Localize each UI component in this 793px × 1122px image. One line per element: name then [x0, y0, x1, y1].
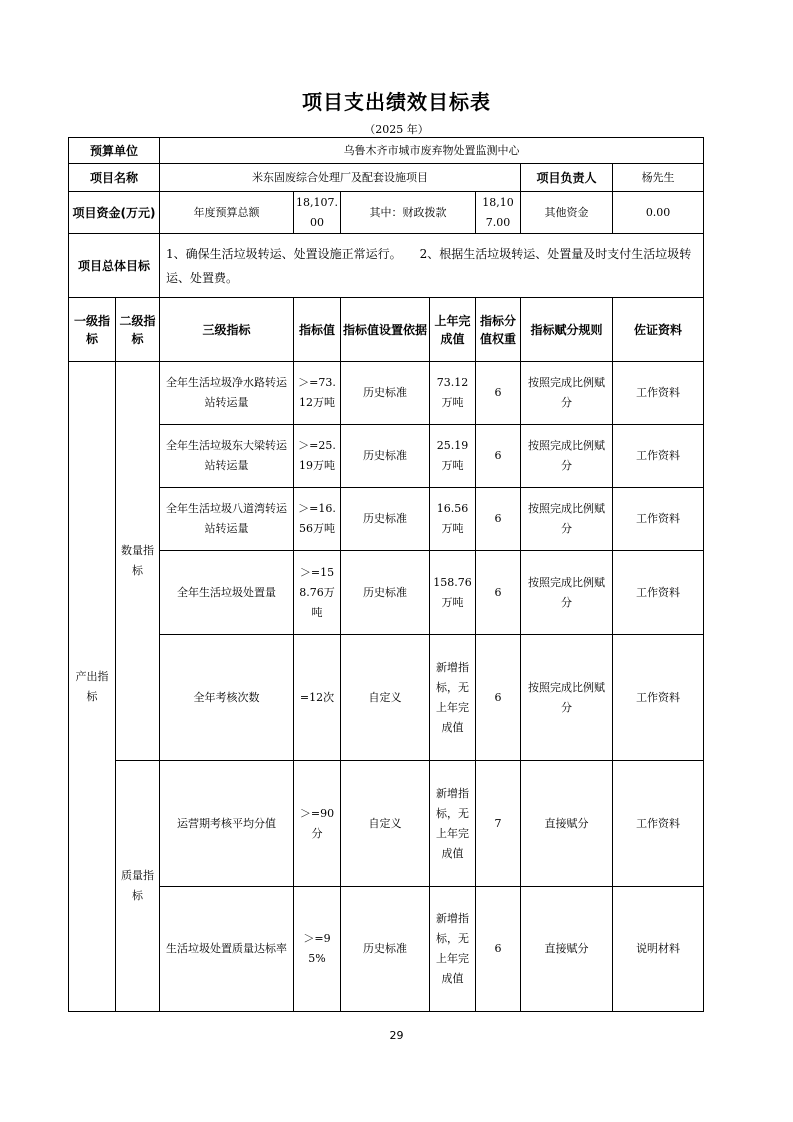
- evidence-cell: 工作资料: [613, 761, 704, 887]
- weight-cell: 6: [476, 425, 521, 488]
- value-cell: ＞=25.19万吨: [294, 425, 341, 488]
- table-row: [69, 488, 704, 551]
- value-cell: ＞=16.56万吨: [294, 488, 341, 551]
- project-leader-value: 杨先生: [613, 164, 704, 192]
- evidence-cell: 工作资料: [613, 635, 704, 761]
- basis-cell: 自定义: [341, 761, 430, 887]
- last-year-cell: 16.56万吨: [430, 488, 476, 551]
- value-cell: ＞=90分: [294, 761, 341, 887]
- value-cell: ＞=95%: [294, 887, 341, 1012]
- annual-budget-value: 18,107.00: [294, 192, 341, 234]
- page-title: 项目支出绩效目标表: [302, 90, 491, 114]
- basis-cell: 历史标准: [341, 362, 430, 425]
- performance-table: [68, 137, 704, 1012]
- table-row: [69, 761, 704, 887]
- project-name-label: 项目名称: [69, 164, 160, 192]
- level2-quantity: 数量指标: [116, 362, 160, 761]
- rule-cell: 按照完成比例赋分: [521, 551, 613, 635]
- last-year-cell: 158.76万吨: [430, 551, 476, 635]
- table-row: [69, 887, 704, 1012]
- header-evidence: 佐证资料: [613, 298, 704, 362]
- table-row: [69, 551, 704, 635]
- evidence-cell: 说明材料: [613, 887, 704, 1012]
- rule-cell: 按照完成比例赋分: [521, 425, 613, 488]
- budget-unit-label: 预算单位: [69, 138, 160, 164]
- project-name-value: 米东固废综合处理厂及配套设施项目: [160, 164, 521, 192]
- last-year-cell: 73.12万吨: [430, 362, 476, 425]
- weight-cell: 6: [476, 887, 521, 1012]
- basis-cell: 历史标准: [341, 425, 430, 488]
- indicator-cell: 全年生活垃圾东大梁转运站转运量: [160, 425, 294, 488]
- header-level3: 三级指标: [160, 298, 294, 362]
- evidence-cell: 工作资料: [613, 488, 704, 551]
- header-basis: 指标值设置依据: [341, 298, 430, 362]
- indicator-cell: 全年考核次数: [160, 635, 294, 761]
- rule-cell: 按照完成比例赋分: [521, 488, 613, 551]
- basis-cell: 自定义: [341, 635, 430, 761]
- last-year-cell: 新增指标，无上年完成值: [430, 887, 476, 1012]
- overall-goal-value: 1、确保生活垃圾转运、处置设施正常运行。 2、根据生活垃圾转运、处置量及时支付生活垃圾转运、处置费。: [160, 234, 704, 298]
- header-level2: 二级指标: [116, 298, 160, 362]
- value-cell: ＞=73.12万吨: [294, 362, 341, 425]
- level2-quality: 质量指标: [116, 761, 160, 1012]
- last-year-cell: 新增指标，无上年完成值: [430, 635, 476, 761]
- weight-cell: 7: [476, 761, 521, 887]
- value-cell: ＞=158.76万吨: [294, 551, 341, 635]
- fiscal-value: 18,107.00: [476, 192, 521, 234]
- indicator-cell: 全年生活垃圾八道湾转运站转运量: [160, 488, 294, 551]
- overall-goal-label: 项目总体目标: [69, 234, 160, 298]
- weight-cell: 6: [476, 362, 521, 425]
- year-label: （2025 年）: [364, 123, 429, 136]
- rule-cell: 直接赋分: [521, 887, 613, 1012]
- weight-cell: 6: [476, 635, 521, 761]
- rule-cell: 直接赋分: [521, 761, 613, 887]
- evidence-cell: 工作资料: [613, 362, 704, 425]
- basis-cell: 历史标准: [341, 887, 430, 1012]
- evidence-cell: 工作资料: [613, 425, 704, 488]
- other-funds-label: 其他资金: [521, 192, 613, 234]
- value-cell: =12次: [294, 635, 341, 761]
- indicator-cell: 生活垃圾处置质量达标率: [160, 887, 294, 1012]
- project-leader-label: 项目负责人: [521, 164, 613, 192]
- header-level1: 一级指标: [69, 298, 116, 362]
- table-row: [69, 362, 704, 425]
- table-row: [69, 635, 704, 761]
- level1-cell: 产出指标: [69, 362, 116, 1012]
- basis-cell: 历史标准: [341, 551, 430, 635]
- header-weight: 指标分值权重: [476, 298, 521, 362]
- weight-cell: 6: [476, 488, 521, 551]
- annual-budget-label: 年度预算总额: [160, 192, 294, 234]
- indicator-cell: 运营期考核平均分值: [160, 761, 294, 887]
- header-row: [69, 298, 704, 362]
- basis-cell: 历史标准: [341, 488, 430, 551]
- last-year-cell: 25.19万吨: [430, 425, 476, 488]
- fiscal-label: 其中：财政拨款: [341, 192, 476, 234]
- other-funds-value: 0.00: [613, 192, 704, 234]
- header-rule: 指标赋分规则: [521, 298, 613, 362]
- table-row: [69, 425, 704, 488]
- budget-unit-value: 乌鲁木齐市城市废弃物处置监测中心: [160, 138, 704, 164]
- indicator-cell: 全年生活垃圾处置量: [160, 551, 294, 635]
- header-last-year: 上年完成值: [430, 298, 476, 362]
- weight-cell: 6: [476, 551, 521, 635]
- rule-cell: 按照完成比例赋分: [521, 362, 613, 425]
- last-year-cell: 新增指标，无上年完成值: [430, 761, 476, 887]
- rule-cell: 按照完成比例赋分: [521, 635, 613, 761]
- header-value: 指标值: [294, 298, 341, 362]
- evidence-cell: 工作资料: [613, 551, 704, 635]
- project-funds-label: 项目资金(万元): [69, 192, 160, 234]
- page-number: 29: [389, 1029, 404, 1042]
- indicator-cell: 全年生活垃圾净水路转运站转运量: [160, 362, 294, 425]
